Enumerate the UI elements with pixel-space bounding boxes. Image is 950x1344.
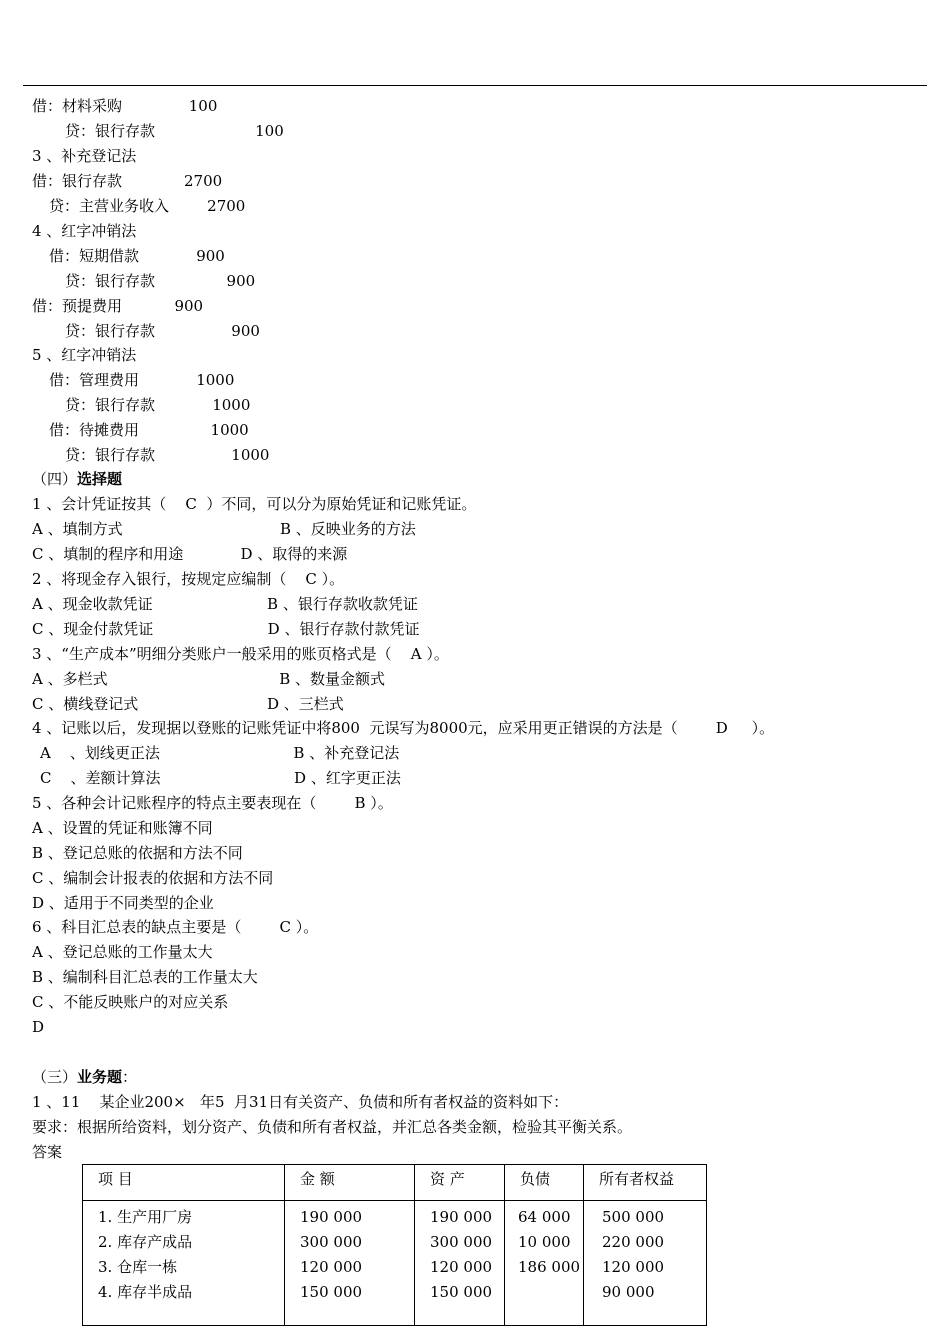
table-cell: 190 000 [300,1208,363,1226]
section-prefix: （四） [32,470,78,488]
text-line: 2 、将现金存入银行，按规定应编制（ C ）。 [32,570,345,588]
column-amount [285,1201,415,1326]
section-heading-business [32,1067,137,1087]
text-line: D 、适用于不同类型的企业 [32,894,214,912]
section-suffix: ： [122,1068,138,1086]
header-item: 项 目 [83,1165,285,1201]
table-cell: 300 000 [430,1233,493,1251]
text-line: 贷：银行存款 900 [65,272,256,290]
text-line: A 、现金收款凭证 B 、银行存款收款凭证 [32,595,418,613]
text-line: 5 、红字冲销法 [32,346,137,364]
table-cell: 220 000 [602,1233,665,1251]
text-line: 借：管理费用 1000 [49,371,235,389]
table-cell: 120 000 [300,1258,363,1276]
text-line: C 、差额计算法 D 、红字更正法 [40,769,401,787]
column-liabilities [505,1201,584,1326]
header-equity: 所有者权益 [584,1165,707,1201]
text-line: C 、现金付款凭证 D 、银行存款付款凭证 [32,620,420,638]
column-assets [415,1201,505,1326]
table-cell: 300 000 [300,1233,363,1251]
table-cell: 190 000 [430,1208,493,1226]
text-line: C 、填制的程序和用途 D 、取得的来源 [32,545,348,563]
text-line: 贷：银行存款 1000 [65,446,270,464]
text-line: B 、登记总账的依据和方法不同 [32,844,243,862]
table-cell: 186 000 [518,1258,581,1276]
answer-table [82,1164,707,1326]
table-cell: 120 000 [430,1258,493,1276]
text-line: 3 、“生产成本”明细分类账户一般采用的账页格式是（ A ）。 [32,645,449,663]
text-line: 4 、记账以后，发现据以登账的记账凭证中将800 元误写为8000元，应采用更正错误的方法是（ D ）。 [32,719,775,737]
section-title: 选择题 [77,470,123,488]
table-cell: 150 000 [300,1283,363,1301]
header-liabilities: 负债 [505,1165,584,1201]
text-line: 贷：银行存款 900 [65,322,260,340]
table-header-row [83,1165,707,1201]
text-line: 1 、11 某企业200× 年5 月31日有关资产、负债和所有者权益的资料如下： [32,1093,569,1111]
text-line: C 、不能反映账户的对应关系 [32,993,229,1011]
table-cell: 3. 仓库一栋 [98,1258,178,1276]
text-line: 贷：银行存款 1000 [65,396,251,414]
text-line: 1 、会计凭证按其（ C ）不同，可以分为原始凭证和记账凭证。 [32,495,477,513]
table-cell: 120 000 [602,1258,665,1276]
text-line: 要求：根据所给资料，划分资产、负债和所有者权益，并汇总各类金额，检验其平衡关系。 [32,1118,633,1136]
table-row [83,1201,707,1326]
header-assets: 资 产 [415,1165,505,1201]
column-equity [584,1201,707,1326]
text-line: A 、设置的凭证和账簿不同 [32,819,213,837]
table-cell: 2. 库存产成品 [98,1233,193,1251]
text-line: 借：短期借款 900 [49,247,225,265]
table-cell: 1. 生产用厂房 [98,1208,193,1226]
section-title: 业务题 [77,1068,123,1086]
text-line: C 、横线登记式 D 、三栏式 [32,695,344,713]
text-line: 4 、红字冲销法 [32,222,137,240]
text-line: 3 、补充登记法 [32,147,137,165]
section-heading-choice [32,469,122,489]
text-line: 借：预提费用 900 [32,297,204,315]
text-line: D [32,1018,45,1036]
table-cell: 10 000 [518,1233,571,1251]
text-line: 贷：银行存款 100 [65,122,284,140]
text-line: 借：材料采购 100 [32,97,218,115]
text-line: B 、编制科目汇总表的工作量太大 [32,968,258,986]
text-line: 答案 [32,1143,63,1161]
column-items [83,1201,285,1326]
text-line: A 、划线更正法 B 、补充登记法 [40,744,400,762]
table-cell: 150 000 [430,1283,493,1301]
header-rule [23,85,927,86]
header-amount: 金 额 [285,1165,415,1201]
table-cell: 4. 库存半成品 [98,1283,193,1301]
text-line: 6 、科目汇总表的缺点主要是（ C ）。 [32,918,319,936]
text-line: C 、编制会计报表的依据和方法不同 [32,869,274,887]
text-line: 借：银行存款 2700 [32,172,223,190]
table-cell: 64 000 [518,1208,571,1226]
text-line: A 、登记总账的工作量太大 [32,943,213,961]
text-line: 贷：主营业务收入 2700 [49,197,246,215]
text-line: 5 、各种会计记账程序的特点主要表现在（ B ）。 [32,794,393,812]
text-line: 借：待摊费用 1000 [49,421,249,439]
text-line: A 、多栏式 B 、数量金额式 [32,670,386,688]
table-cell: 500 000 [602,1208,665,1226]
text-line: A 、填制方式 B 、反映业务的方法 [32,520,416,538]
table-cell: 90 000 [602,1283,655,1301]
section-prefix: （三） [32,1068,78,1086]
